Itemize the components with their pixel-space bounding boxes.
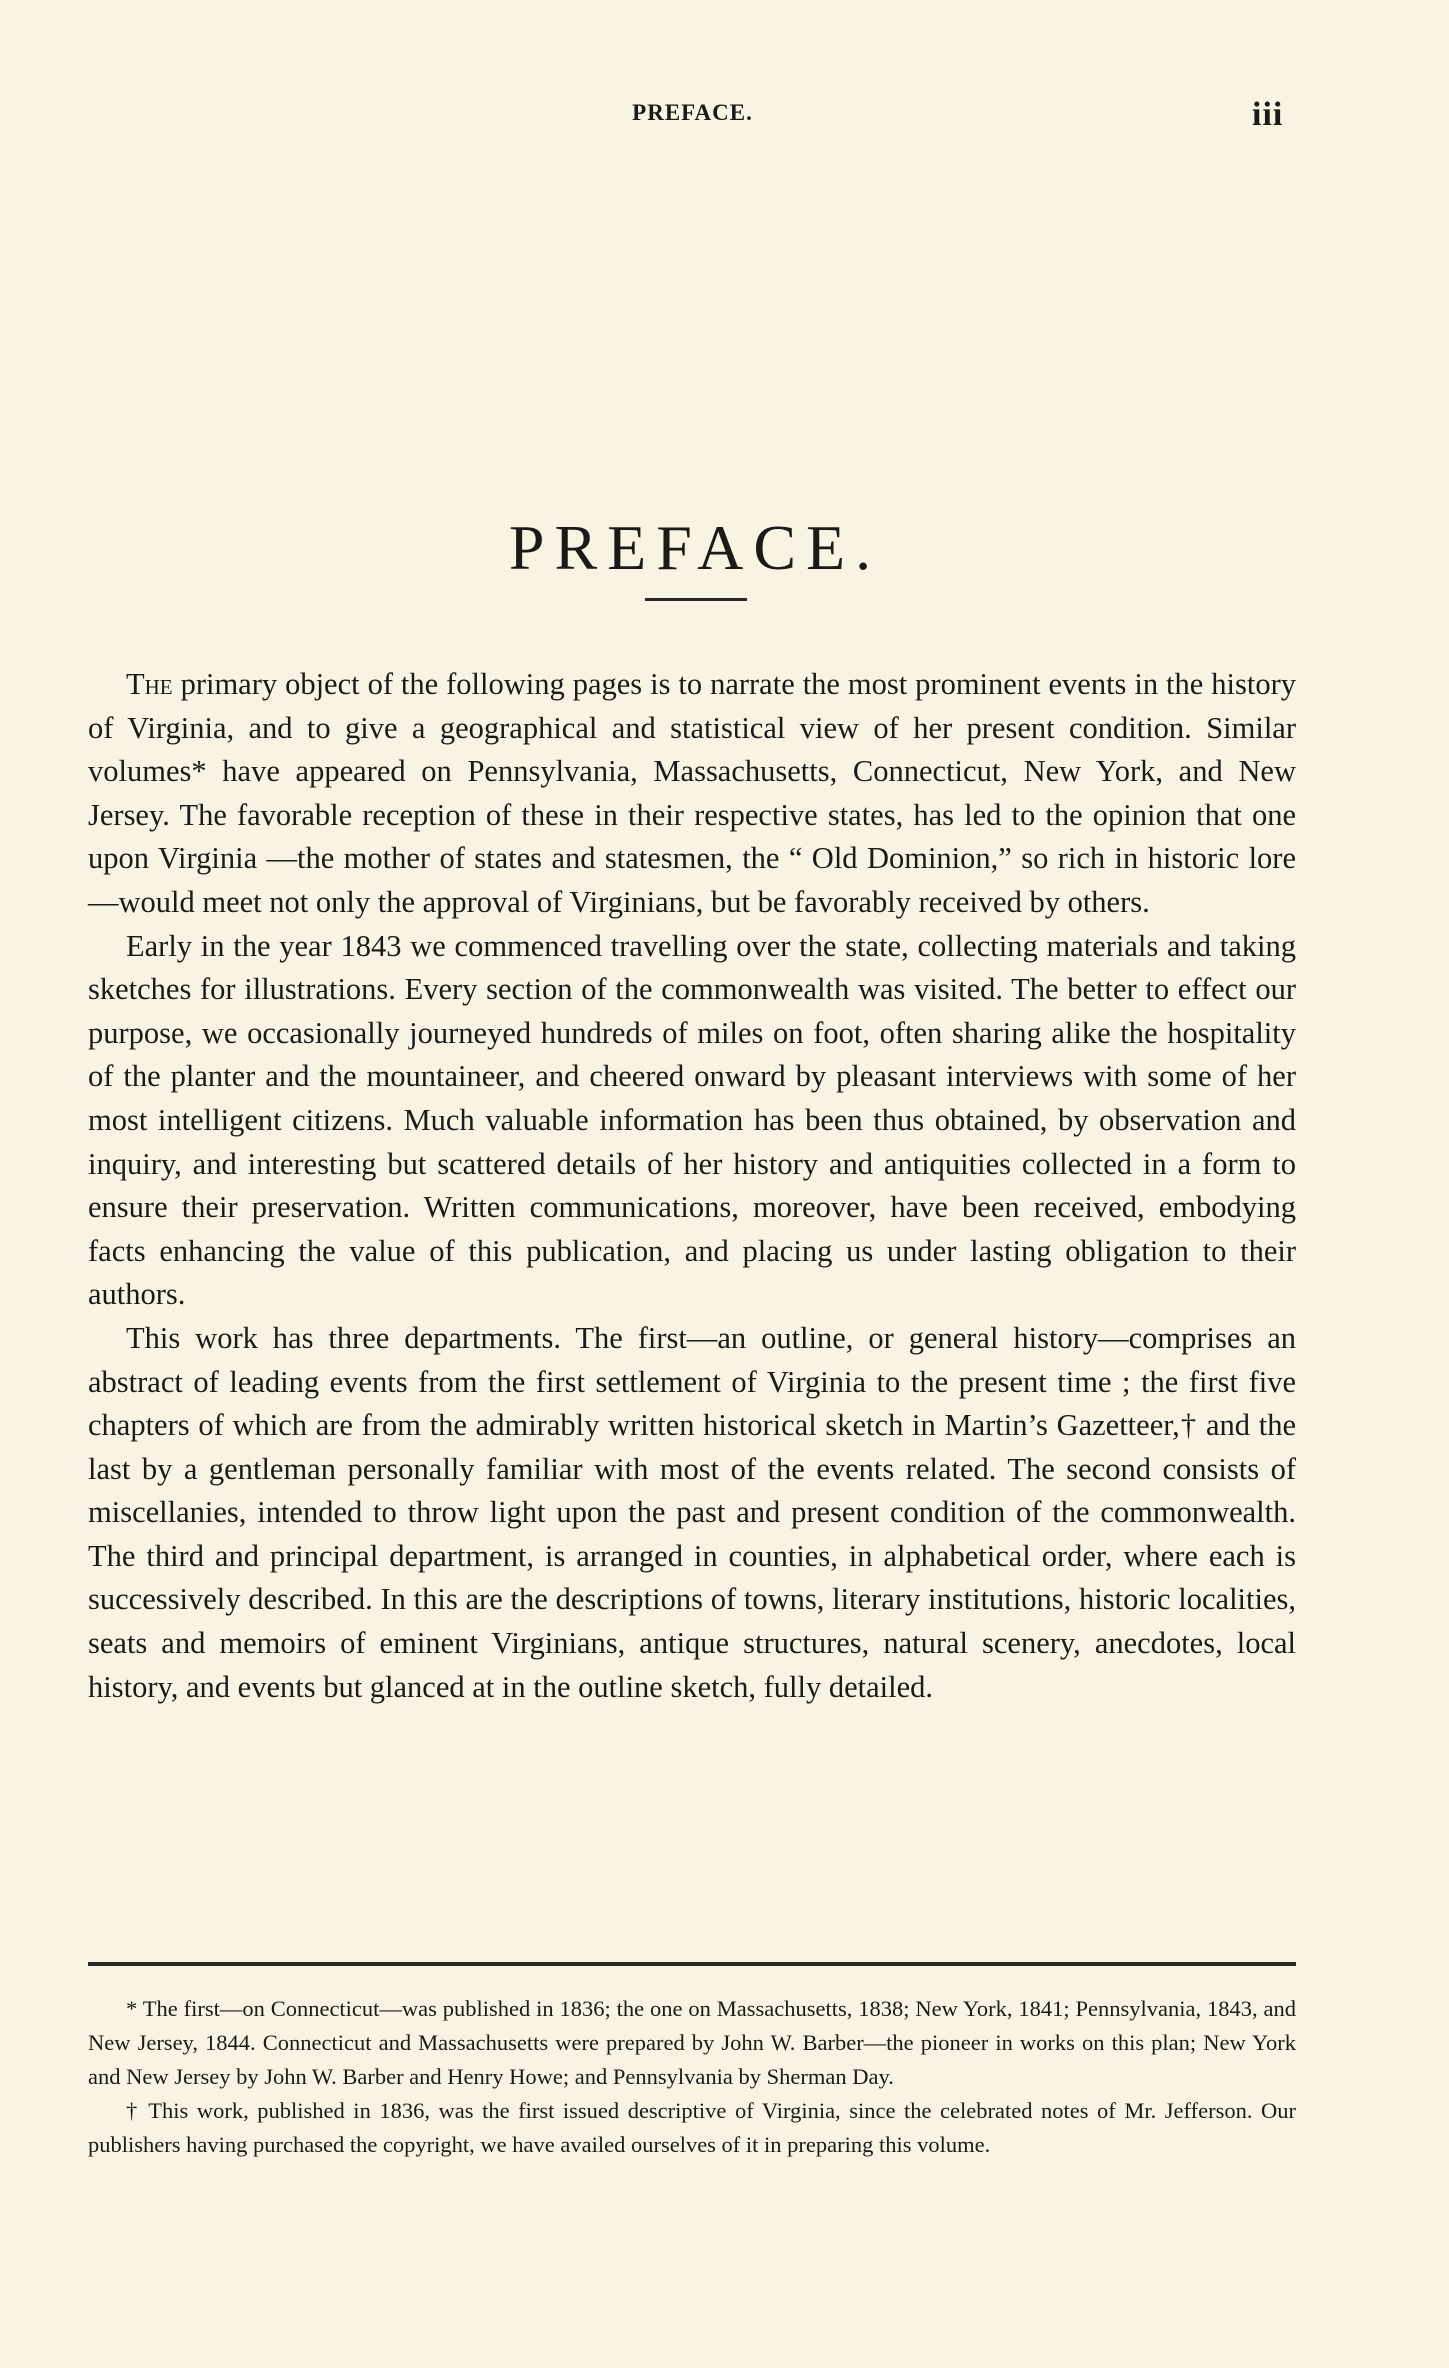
footnotes (88, 1992, 1296, 2162)
footnote-dagger: † This work, published in 1836, was the first issued descriptive of Virginia, since the celebrated notes of Mr. Jefferson. Our publishers having purchased the copyright, we have availed ourselves of it in preparing this volume. (88, 2098, 1296, 2157)
title-divider (645, 598, 747, 601)
paragraph-1 (88, 663, 1296, 925)
lead-word: The (126, 667, 173, 701)
paragraph-1-text: primary object of the following pages is to narrate the most prominent events in the history of Virginia, and to give a geographical and statistical view of her present condition. Similar volumes* have appeared on Pennsylvania, Massachusetts, Connecticut, New York, and New Jersey. The favorable reception of these in their respective states, has led to the opinion that one upon Virginia —the mother of states and statesmen, the “ Old Dominion,” so rich in historic lore—would meet not only the approval of Virginians, but be favorably received by others. (88, 667, 1296, 919)
paragraph-3: This work has three departments. The first—an outline, or general history—comprises an abstract of leading events from the first settlement of Virginia to the present time ; the first five chapters of which are from the admirably written historical sketch in Martin’s Gazetteer,† and the last by a gentleman personally familiar with most of the events related. The second consists of miscellanies, intended to throw light upon the past and present condition of the commonwealth. The third and principal department, is arranged in counties, in alphabetical order, where each is successively described. In this are the descriptions of towns, literary institutions, historic localities, seats and memoirs of eminent Virginians, antique structures, natural scenery, anecdotes, local history, and events but glanced at in the outline sketch, fully detailed. (88, 1320, 1296, 1704)
preface-body (88, 663, 1296, 1709)
paragraph-2: Early in the year 1843 we commenced travelling over the state, collecting materials and taking sketches for illustrations. Every section of the commonwealth was visited. The better to effect our purpose, we occasionally journeyed hundreds of miles on foot, often sharing alike the hospitality of the planter and the mountaineer, and cheered onward by pleasant interviews with some of her most intelligent citizens. Much valuable information has been thus obtained, by observation and inquiry, and interesting but scattered details of her history and antiquities collected in a form to ensure their preservation. Written communications, moreover, have been received, embodying facts enhancing the value of this publication, and placing us under lasting obligation to their authors. (88, 928, 1296, 1312)
footnote-divider (88, 1962, 1296, 1966)
footnote-asterisk: * The first—on Connecticut—was published in 1836; the one on Massachusetts, 1838; New York, 1841; Pennsylvania, 1843, and New Jersey, 1844. Connecticut and Massachusetts were prepared by John W. Barber—the pioneer in works on this plan; New York and New Jersey by John W. Barber and Henry Howe; and Pennsylvania by Sherman Day. (88, 1996, 1296, 2089)
page-number: iii (1252, 96, 1284, 133)
running-title: PREFACE. (632, 100, 753, 125)
page-title: PREFACE. (508, 511, 882, 583)
running-head (0, 96, 1449, 136)
